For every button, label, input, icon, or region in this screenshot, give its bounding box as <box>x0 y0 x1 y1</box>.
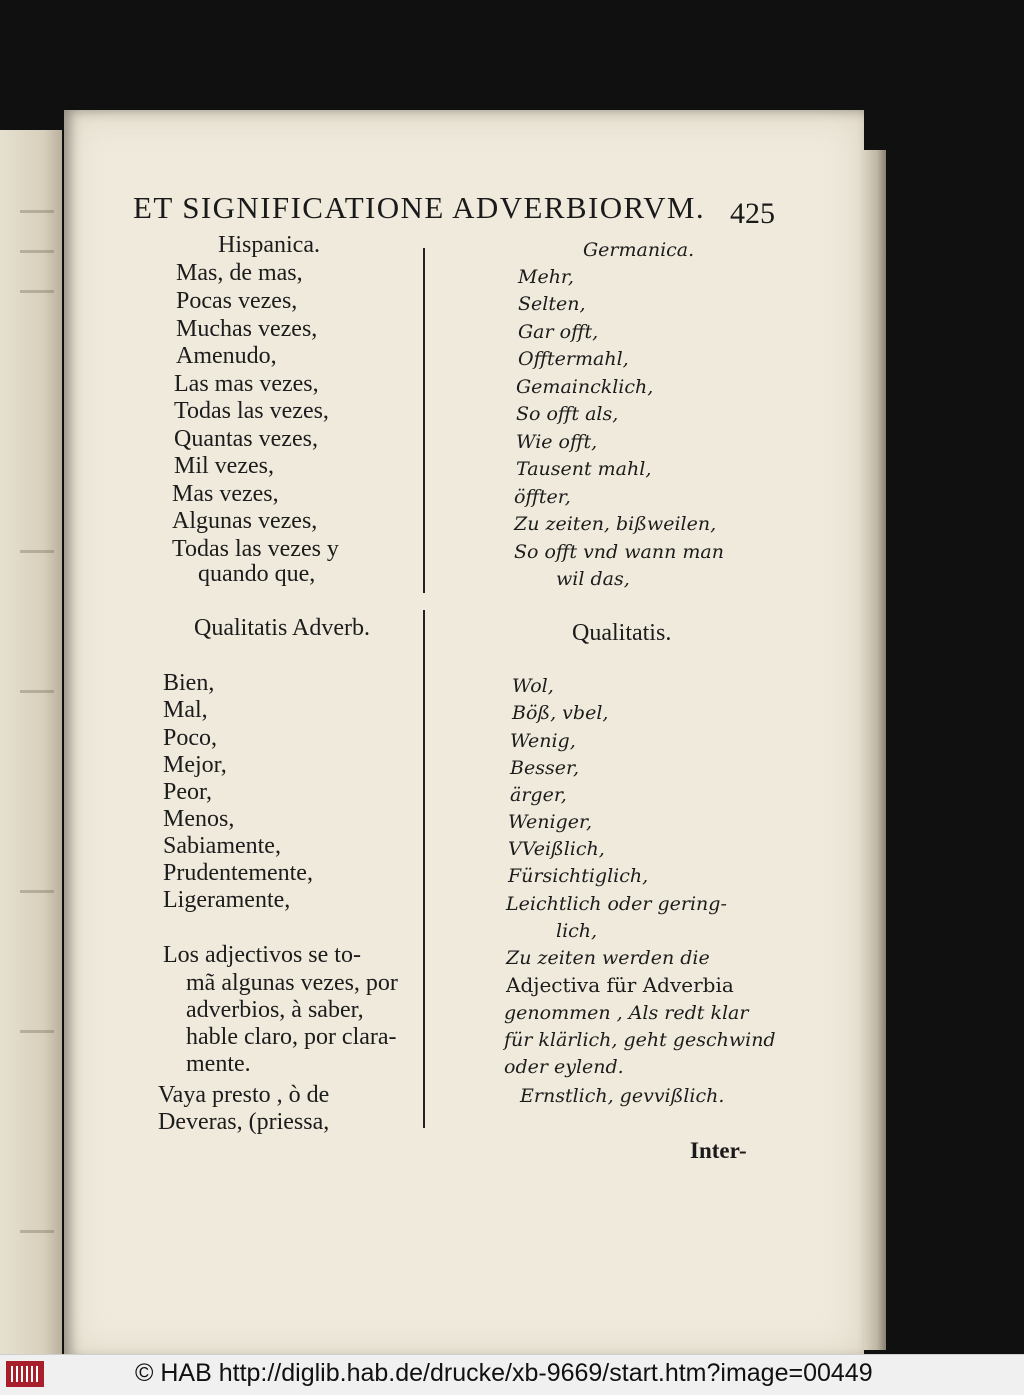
column-divider <box>423 650 425 1128</box>
german-line: wil das, <box>556 568 630 590</box>
spanish-line: Deveras, (priessa, <box>158 1109 330 1135</box>
bleed-through-mark <box>20 550 54 553</box>
copyright-link[interactable]: © HAB http://diglib.hab.de/drucke/xb-9669/start.htm?image=00449 <box>135 1359 873 1387</box>
spanish-line: mã algunas vezes, por <box>186 970 398 996</box>
bleed-through-mark <box>20 690 54 693</box>
german-line: für klärlich, geht geschwind <box>504 1029 776 1051</box>
german-line: Wie offt, <box>516 431 598 453</box>
spanish-line: Mal, <box>163 697 208 723</box>
german-line: Selten, <box>518 293 586 315</box>
german-line: Wol, <box>512 675 554 697</box>
german-line: Böß, vbel, <box>512 702 609 724</box>
german-line: Zu zeiten, bißweilen, <box>514 513 717 535</box>
spanish-line: Las mas vezes, <box>174 371 319 397</box>
german-line: oder eylend. <box>504 1056 624 1078</box>
spanish-line: Todas las vezes y <box>172 536 339 562</box>
spanish-line: Sabiamente, <box>163 833 281 859</box>
german-line: Leichtlich oder gering- <box>506 893 727 915</box>
spanish-line: Mil vezes, <box>174 453 274 479</box>
german-line: ärger, <box>510 784 567 806</box>
spanish-line: Menos, <box>163 806 235 832</box>
page-edge <box>864 150 886 1350</box>
spanish-line: Amenudo, <box>176 343 277 369</box>
bleed-through-mark <box>20 210 54 213</box>
german-subheading: Qualitatis. <box>572 620 672 646</box>
spanish-line: adverbios, à saber, <box>186 997 364 1023</box>
spanish-line: Mejor, <box>163 752 227 778</box>
running-header: ET SIGNIFICATIONE ADVERBIORVM. <box>133 190 705 225</box>
spanish-line: Algunas vezes, <box>172 508 318 534</box>
german-line: Ernstlich, gevvißlich. <box>520 1085 725 1107</box>
bleed-through-mark <box>20 290 54 293</box>
german-line: Fürsichtiglich, <box>508 865 649 887</box>
catchword: Inter- <box>690 1138 747 1163</box>
german-line: Gar offt, <box>518 321 599 343</box>
german-line: VVeißlich, <box>508 838 605 860</box>
spanish-line: Mas, de mas, <box>176 260 303 286</box>
spanish-line: hable claro, por clara- <box>186 1024 397 1050</box>
spanish-line: Todas las vezes, <box>174 398 329 424</box>
hab-logo-icon <box>6 1361 44 1387</box>
german-line: So offt vnd wann man <box>514 541 724 563</box>
spanish-line: Mas vezes, <box>172 481 279 507</box>
german-line: öffter, <box>514 486 571 508</box>
german-line: genommen , Als redt klar <box>504 1002 749 1024</box>
german-line: Adjectiva für Adverbia <box>506 973 734 997</box>
spanish-line: Vaya presto , ò de <box>158 1082 330 1108</box>
footer-bar <box>0 1354 1024 1395</box>
spanish-line: Peor, <box>163 779 213 805</box>
spanish-heading: Hispanica. <box>218 232 320 258</box>
spanish-line: Los adjectivos se to- <box>163 942 361 968</box>
left-page-fragment <box>0 130 62 1360</box>
bleed-through-mark <box>20 1030 54 1033</box>
german-line: Wenig, <box>510 730 576 752</box>
bleed-through-mark <box>20 890 54 893</box>
german-line: Tausent mahl, <box>516 458 652 480</box>
page-number: 425 <box>730 197 775 230</box>
spanish-line: Poco, <box>163 725 217 751</box>
german-line: Offtermahl, <box>518 348 629 370</box>
spanish-subheading: Qualitatis Adverb. <box>194 615 370 641</box>
german-line: Mehr, <box>518 266 574 288</box>
spanish-line: mente. <box>186 1051 251 1077</box>
spanish-line: Prudentemente, <box>163 860 313 886</box>
german-heading: Germanica. <box>583 239 695 261</box>
spanish-line: Muchas vezes, <box>176 316 318 342</box>
bleed-through-mark <box>20 1230 54 1233</box>
spanish-line: Pocas vezes, <box>176 288 298 314</box>
german-line: Zu zeiten werden die <box>506 947 710 969</box>
german-line: lich, <box>556 920 598 942</box>
spanish-line: Bien, <box>163 670 215 696</box>
bleed-through-mark <box>20 250 54 253</box>
spanish-line: Quantas vezes, <box>174 426 318 452</box>
spanish-line: quando que, <box>198 561 316 587</box>
column-divider <box>423 248 425 593</box>
german-line: So offt als, <box>516 403 619 425</box>
spanish-line: Ligeramente, <box>163 887 291 913</box>
german-line: Gemaincklich, <box>516 376 654 398</box>
column-divider <box>423 610 425 650</box>
german-line: Besser, <box>510 757 579 779</box>
german-line: Weniger, <box>508 811 592 833</box>
